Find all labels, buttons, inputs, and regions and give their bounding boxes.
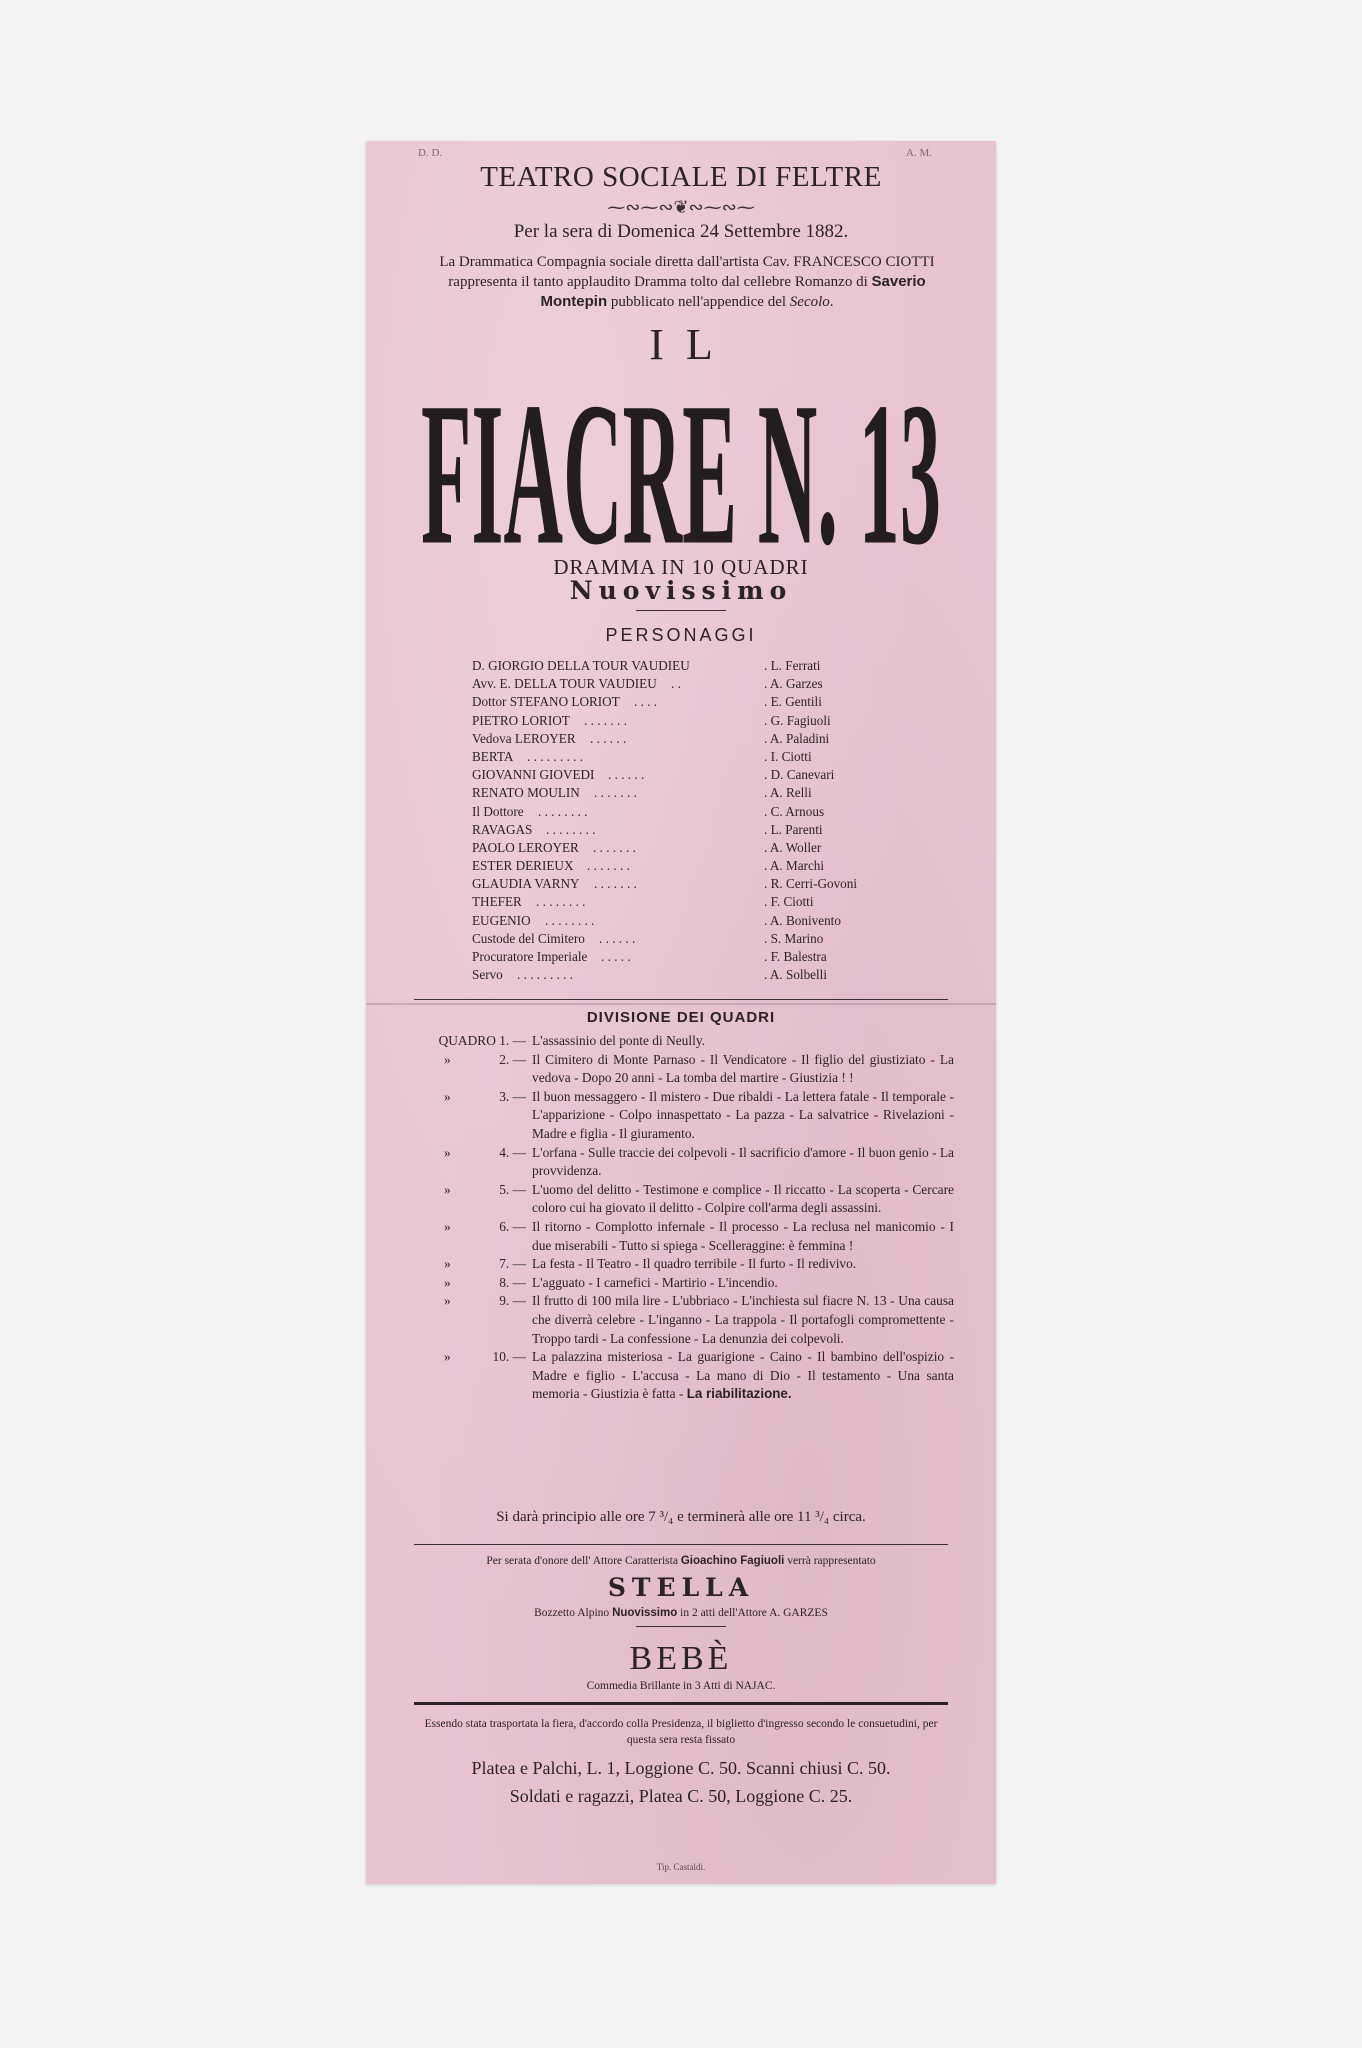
cast-leader-dots: . . . . . . . xyxy=(594,785,637,801)
cast-row xyxy=(472,676,902,694)
cast-role: Vedova LEROYER xyxy=(472,730,576,746)
printer-credit: Tip. Castaldi. xyxy=(656,1862,706,1872)
cast-role: RENATO MOULIN xyxy=(472,785,580,801)
cast-heading: PERSONAGGI xyxy=(605,625,757,645)
cast-role: GLAUDIA VARNY xyxy=(472,876,580,892)
cast-role: Servo xyxy=(472,967,503,983)
division-text: La palazzina misteriosa - La guarigione - Caino - Il bambino dell'ospizio - Madre e figlio - L'accusa - La mano di Dio - Il testamento - Una santa memoria - Giustizia è fatta - xyxy=(532,1349,954,1402)
division-number: 5. — xyxy=(499,1181,526,1197)
cast-row xyxy=(472,822,902,840)
cast-leader-dots: . . . . . xyxy=(601,949,631,964)
cast-role: PAOLO LEROYER xyxy=(472,839,579,855)
rule-divider xyxy=(414,999,948,1000)
division-item xyxy=(414,1181,954,1218)
cast-actor: . A. Paladini xyxy=(764,730,830,746)
short-divider xyxy=(636,1626,726,1627)
division-number: 6. — xyxy=(499,1218,526,1234)
prices-line-2: Soldati e ragazzi, Platea C. 50, Loggione C. 25. xyxy=(509,1786,853,1806)
cast-role: Custode del Cimitero xyxy=(472,930,585,946)
playbill-poster xyxy=(366,141,996,1884)
performance-date: Per la sera di Domenica 24 Settembre 1882. xyxy=(513,221,849,242)
division-number: 3. — xyxy=(499,1088,526,1104)
cast-actor: . A. Bonivento xyxy=(764,912,841,928)
corner-mark-right: A. M. xyxy=(906,147,932,159)
cast-row xyxy=(472,731,902,749)
division-text: La festa - Il Teatro - Il quadro terribile - Il furto - Il redivivo. xyxy=(532,1256,857,1272)
cast-leader-dots: . . . . . . . xyxy=(584,712,627,728)
cast-actor: . L. Ferrati xyxy=(764,658,821,673)
cast-actor: . L. Parenti xyxy=(764,821,823,837)
prices-line-1: Platea e Palchi, L. 1, Loggione C. 50. Scanni chiusi C. 50. xyxy=(471,1758,891,1778)
third-play-desc: Commedia Brillante in 3 Atti di NAJAC. xyxy=(586,1680,776,1692)
benefit-actor: Gioachino Fagiuoli xyxy=(680,1555,785,1567)
cast-role: THEFER xyxy=(472,894,522,910)
cast-leader-dots: . . . . . . . . xyxy=(545,912,595,928)
ditto-mark: » xyxy=(444,1218,451,1234)
cast-row xyxy=(472,713,902,731)
division-number: 10. — xyxy=(492,1349,526,1365)
cast-leader-dots: . . . . . . . . xyxy=(546,821,596,837)
genre-subtitle: DRAMMA IN 10 QUADRI xyxy=(553,555,809,579)
cast-actor: . A. Garzes xyxy=(764,676,823,692)
cast-actor: . F. Balestra xyxy=(764,949,827,964)
cast-actor: . G. Fagiuoli xyxy=(764,712,831,728)
cast-leader-dots: . . . . . . . . . xyxy=(527,748,584,764)
cast-role: RAVAGAS xyxy=(472,821,533,837)
cast-leader-dots: . . . . . . . xyxy=(587,858,630,874)
cast-role: D. GIORGIO DELLA TOUR VAUDIEU xyxy=(472,658,690,673)
ornament-divider: ⁓∾⁓∾❦∾⁓∾⁓ xyxy=(607,197,755,217)
cast-actor: . I. Ciotti xyxy=(764,748,812,764)
cast-actor: . F. Ciotti xyxy=(764,894,814,910)
cast-row xyxy=(472,840,902,858)
ditto-mark: » xyxy=(444,1181,451,1197)
cast-row xyxy=(472,931,902,949)
division-text: Il buon messaggero - Il mistero - Due ribaldi - La lettera fatale - Il temporale - L'apparizione - Colpo innaspettato - La pazza - La salvatrice - Rivelazioni - Madre e figlia - Il giuramento. xyxy=(532,1088,954,1141)
division-text: L'agguato - I carnefici - Martirio - L'incendio. xyxy=(532,1274,778,1290)
cast-actor: . S. Marino xyxy=(764,930,824,946)
ditto-mark: » xyxy=(444,1144,451,1160)
division-text: Il ritorno - Complotto infernale - Il processo - La reclusa nel manicomio - I due miserabili - Tutto si spiega - Scelleraggine: è femmina ! xyxy=(532,1218,954,1253)
cast-row xyxy=(472,913,902,931)
cast-role: BERTA xyxy=(472,748,514,764)
division-number: 8. — xyxy=(499,1274,526,1290)
division-text: Il frutto di 100 mila lire - L'ubbriaco - L'inchiesta sul fiacre N. 13 - Una causa che diverrà celebre - L'inganno - La trappola - Il portafogli compromettente - Troppo tardi - La confessione - La denunzia dei colpevoli. xyxy=(532,1293,954,1346)
cast-row xyxy=(472,694,902,712)
start-time: Si darà principio alle ore 7 ³/₄ e terminerà alle ore 11 ³/₄ circa. xyxy=(496,1509,866,1525)
second-play-title: STELLA xyxy=(607,1573,755,1602)
cast-leader-dots: . . . . . . xyxy=(608,767,645,783)
cast-role: EUGENIO xyxy=(472,912,531,928)
cast-actor: . A. Relli xyxy=(764,785,812,801)
cast-row xyxy=(472,785,902,803)
title-article: IL xyxy=(649,320,735,369)
novel-author: Saverio Montepin xyxy=(540,273,926,310)
division-text: L'orfana - Sulle traccie dei colpevoli - Il sacrificio d'amore - Il buon genio - La provvidenza. xyxy=(532,1144,954,1179)
cast-row xyxy=(472,949,902,967)
cast-list xyxy=(472,658,902,985)
ditto-mark: » xyxy=(444,1293,451,1309)
ticket-notice: Essendo stata trasportata la fiera, d'accordo colla Presidenza, il biglietto d'ingresso secondo le consuetudini, per questa sera resta fissato xyxy=(424,1718,938,1746)
division-item xyxy=(414,1032,954,1051)
cast-actor: . E. Gentili xyxy=(764,694,822,710)
benefit-line: Per serata d'onore dell' Attore Caratterista Gioachino Fagiuoli verrà rappresentato xyxy=(486,1555,876,1567)
ditto-mark: » xyxy=(444,1088,451,1104)
cast-actor: . R. Cerri-Govoni xyxy=(764,876,858,892)
cast-role: ESTER DERIEUX xyxy=(472,858,574,874)
cast-leader-dots: . . . . . . . . xyxy=(538,803,588,819)
division-item xyxy=(414,1348,954,1404)
cast-row xyxy=(472,876,902,894)
main-title-text: FIACRE N. 13 xyxy=(421,368,942,546)
cast-row xyxy=(472,749,902,767)
second-play-desc: Bozzetto Alpino Nuovissimo in 2 atti dell'Attore A. GARZES xyxy=(534,1607,828,1619)
cast-actor: . A. Solbelli xyxy=(764,967,828,983)
division-text: L'assassinio del ponte di Neully. xyxy=(532,1033,705,1048)
cast-actor: . D. Canevari xyxy=(764,767,835,783)
division-number: QUADRO 1. — xyxy=(438,1033,526,1048)
novelty-label: Nuovissimo xyxy=(569,576,793,605)
cast-leader-dots: . . . . xyxy=(634,694,658,710)
intro-paragraph: La Drammatica Compagnia sociale diretta dall'artista Cav. FRANCESCO CIOTTI rappresenta il tanto applaudito Dramma tolto dal cellebre Romanzo di Saverio Montepin pubblicato nell'appendice del Secolo. xyxy=(439,254,935,310)
cast-leader-dots: . . . . . . . xyxy=(594,876,637,892)
cast-row xyxy=(472,804,902,822)
division-number: 2. — xyxy=(499,1051,526,1067)
cast-role: GIOVANNI GIOVEDI xyxy=(472,767,595,783)
cast-actor: . A. Marchi xyxy=(764,858,825,874)
division-item xyxy=(414,1274,954,1293)
corner-mark-left: D. D. xyxy=(418,147,443,159)
cast-row xyxy=(472,967,902,985)
cast-leader-dots: . . xyxy=(671,676,681,692)
division-item xyxy=(414,1218,954,1255)
cast-row xyxy=(472,767,902,785)
cast-row xyxy=(472,658,902,676)
cast-role: Il Dottore xyxy=(472,803,524,819)
divisions-list xyxy=(414,1032,954,1404)
ditto-mark: » xyxy=(444,1349,451,1365)
cast-leader-dots: . . . . . . . . xyxy=(536,894,586,910)
division-item xyxy=(414,1051,954,1088)
ditto-mark: » xyxy=(444,1051,451,1067)
ticket-prices xyxy=(366,1754,996,1810)
cast-row xyxy=(472,894,902,912)
cast-row xyxy=(472,858,902,876)
division-number: 4. — xyxy=(499,1144,526,1160)
divisions-heading: DIVISIONE DEI QUADRI xyxy=(586,1009,776,1026)
fold-line xyxy=(366,1003,996,1005)
division-item xyxy=(414,1144,954,1181)
division-text: L'uomo del delitto - Testimone e complice - Il riccatto - La scoperta - Cercare coloro cui ha giovato il delitto - Colpire coll'arma degli assassini. xyxy=(532,1181,954,1216)
theatre-name: TEATRO SOCIALE DI FELTRE xyxy=(480,161,882,193)
division-text-bold: La riabilitazione. xyxy=(686,1386,792,1402)
cast-role: PIETRO LORIOT xyxy=(472,712,570,728)
division-item xyxy=(414,1292,954,1348)
cast-leader-dots: . . . . . . . xyxy=(593,839,636,855)
third-play-title: BEBÈ xyxy=(629,1640,733,1677)
division-item xyxy=(414,1088,954,1144)
cast-role: Dottor STEFANO LORIOT xyxy=(472,694,620,710)
division-item xyxy=(414,1255,954,1274)
cast-leader-dots: . . . . . . xyxy=(590,730,627,746)
ditto-mark: » xyxy=(444,1256,451,1272)
cast-leader-dots: . . . . . . . . . xyxy=(517,967,574,983)
cast-role: Avv. E. DELLA TOUR VAUDIEU xyxy=(472,676,657,692)
newspaper-name: Secolo xyxy=(789,294,830,310)
cast-actor: . A. Woller xyxy=(764,839,822,855)
rule-divider-thick xyxy=(414,1702,948,1705)
cast-leader-dots: . . . . . . xyxy=(599,930,636,946)
short-divider xyxy=(636,610,726,611)
division-number: 7. — xyxy=(499,1256,526,1272)
division-text: Il Cimitero di Monte Parnaso - Il Vendicatore - Il figlio del giustiziato - La vedova - Dopo 20 anni - La tomba del martire - Giustizia ! ! xyxy=(532,1051,954,1086)
division-number: 9. — xyxy=(499,1293,526,1309)
cast-actor: . C. Arnous xyxy=(764,803,825,819)
main-title xyxy=(366,368,996,546)
ditto-mark: » xyxy=(444,1274,451,1290)
cast-role: Procuratore Imperiale xyxy=(472,949,588,964)
rule-divider xyxy=(414,1544,948,1545)
